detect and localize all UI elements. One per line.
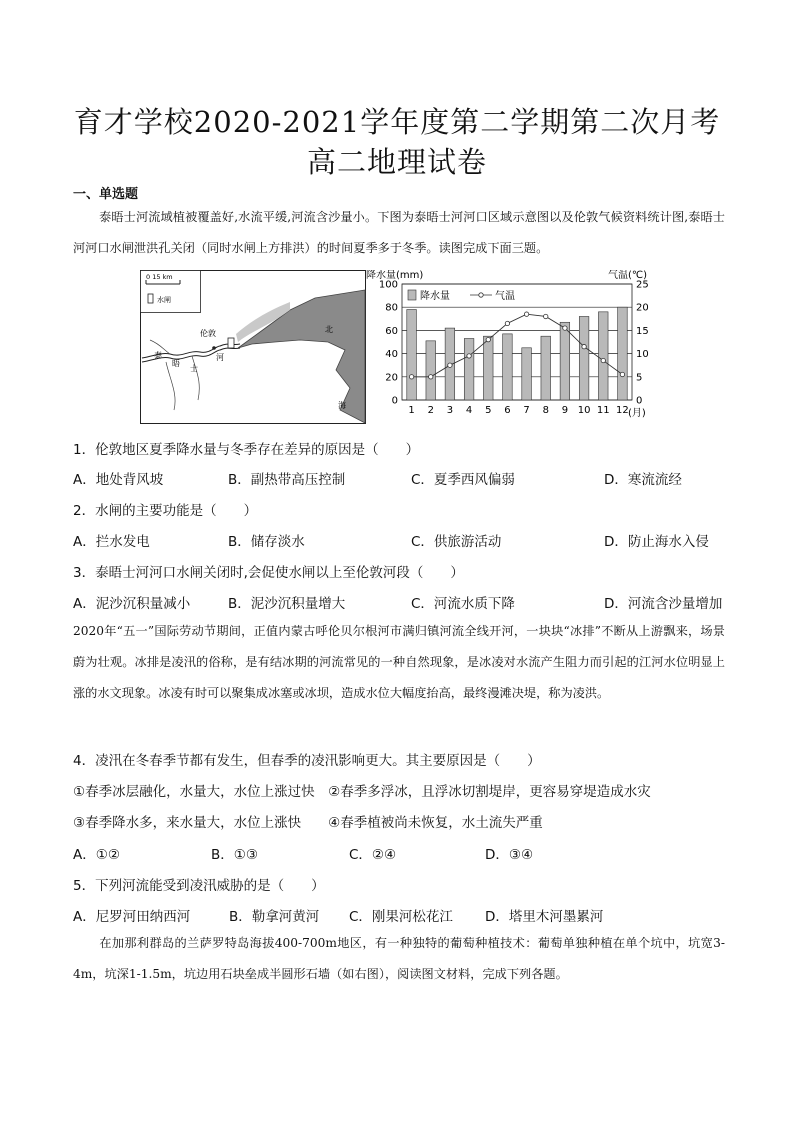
x-tick-label: 10 [577, 405, 591, 416]
precip-bar [560, 322, 570, 400]
q5-option-b[interactable]: B．勒拿河黄河 [229, 909, 320, 925]
left-tick-label: 40 [385, 349, 398, 361]
temperature-point [467, 354, 471, 358]
x-tick-label: 4 [465, 405, 473, 416]
section-heading: 一、单选题 [73, 187, 139, 202]
q4-option-b[interactable]: B．①③ [211, 847, 258, 863]
temperature-point [582, 344, 586, 348]
right-tick-label: 25 [636, 279, 649, 291]
q5-option-d[interactable]: D．塔里木河墨累河 [485, 909, 604, 925]
map-label-london: 伦敦 [200, 329, 216, 338]
thames-estuary-map [141, 271, 366, 424]
x-tick-label: 1 [408, 405, 415, 416]
right-tick-label: 20 [636, 302, 649, 314]
precip-bar [503, 334, 513, 400]
right-tick-label: 15 [636, 325, 649, 337]
precip-bar [483, 336, 493, 400]
legend-temp-label: 气温 [495, 291, 515, 302]
q4-option-d[interactable]: D．③④ [485, 847, 534, 863]
question-2: 2．水闸的主要功能是（ ） [73, 503, 258, 519]
right-tick-label: 0 [636, 395, 643, 407]
london-dot [212, 346, 216, 350]
x-tick-label: 7 [523, 405, 530, 416]
map-label-river-2: 晤 [172, 359, 180, 368]
precip-bar [522, 348, 532, 400]
legend-rain-label: 降水量 [420, 291, 450, 302]
q2-option-c[interactable]: C．供旅游活动 [411, 534, 502, 550]
x-tick-label: 12 [616, 405, 629, 416]
temperature-point [505, 321, 509, 325]
intro-ice-flood-text: 2020年“五一”国际劳动节期间，正值内蒙古呼伦贝尔根河市满归镇河流全线开河，一块块“冰排”不断从上游飘来，场景蔚为壮观。冰排是凌汛的俗称，是有结冰期的河流常见的一种自然现象，是冰凌对水流产生阻力而引起的江河水位明显上涨的水文现象。冰凌有时可以聚集成冰塞或冰坝，造成水位大幅度抬高，最终漫滩决堤，称为凌洪。 [73, 624, 725, 700]
precip-bar [426, 341, 436, 400]
legend-temp-marker [479, 293, 483, 297]
map-label-river-3: 士 [190, 364, 198, 373]
precip-bar [541, 336, 551, 400]
temperature-point [486, 337, 490, 341]
temperature-point [448, 363, 452, 367]
temperature-point [544, 314, 548, 318]
question-4: 4．凌汛在冬春季节都有发生，但春季的凌汛影响更大。其主要原因是（ ） [73, 753, 541, 769]
question-3: 3．泰晤士河河口水闸关闭时,会促使水闸以上至伦敦河段（ ） [73, 565, 464, 581]
temperature-point [429, 375, 433, 379]
q1-option-a[interactable]: A．地处背风坡 [73, 472, 164, 488]
precip-bar [598, 312, 608, 400]
map-label-river-4: 河 [216, 353, 224, 362]
x-tick-label: 3 [446, 405, 454, 416]
question-1: 1．伦敦地区夏季降水量与冬季存在差异的原因是（ ） [73, 442, 420, 458]
map-label-north: 北 [325, 325, 333, 334]
left-tick-label: 60 [385, 325, 398, 337]
map-label-sea: 海 [338, 401, 346, 410]
left-tick-label: 80 [385, 302, 398, 314]
intro-paragraph-ice-flood [73, 616, 725, 709]
temperature-point [409, 375, 413, 379]
q2-option-d[interactable]: D．防止海水入侵 [604, 534, 709, 550]
x-tick-label: 6 [504, 405, 511, 416]
chart-ylabel-left: 降水量(mm) [366, 270, 424, 281]
london-climate-chart [366, 270, 649, 419]
left-tick-label: 0 [391, 395, 398, 407]
sluice-marker-icon [228, 338, 234, 348]
sluice-legend-icon [148, 294, 153, 303]
temperature-point [601, 358, 605, 362]
intro-thames-text: 泰晤士河流域植被覆盖好,水流平缓,河流含沙量小。下图为泰晤士河河口区域示意图以及伦敦气候资料统计图,泰晤士河河口水闸泄洪孔关闭（同时水闸上方排洪）的时间夏季多于冬季。读图完成下面三题。 [73, 210, 725, 255]
legend-rain-swatch [408, 290, 416, 300]
precip-bar [618, 307, 628, 400]
exam-subtitle: 高二地理试卷 [306, 145, 487, 179]
temperature-point [620, 372, 624, 376]
question-5: 5．下列河流能受到凌汛威胁的是（ ） [73, 878, 325, 894]
intro-paragraph-thames [73, 202, 725, 264]
precip-bar [464, 339, 474, 400]
q3-option-c[interactable]: C．河流水质下降 [411, 596, 515, 612]
exam-title: 育才学校2020-2021学年度第二学期第二次月考 [73, 105, 721, 139]
precip-bar [579, 316, 589, 400]
q4-option-c[interactable]: C．②④ [349, 847, 397, 863]
map-legend-sluice: 水闸 [157, 296, 171, 304]
q1-option-c[interactable]: C．夏季西风偏弱 [411, 472, 515, 488]
q3-option-d[interactable]: D．河流含沙量增加 [604, 596, 723, 612]
q3-option-b[interactable]: B．泥沙沉积量增大 [228, 596, 346, 612]
q2-option-a[interactable]: A．拦水发电 [73, 534, 150, 550]
q4-statements-2: ③春季降水多，来水量大，水位上涨快 ④春季植被尚未恢复，水土流失严重 [73, 815, 543, 831]
precip-bar [407, 310, 417, 400]
q5-option-c[interactable]: C．刚果河松花江 [349, 909, 453, 925]
q5-option-a[interactable]: A．尼罗河田纳西河 [73, 909, 191, 925]
right-tick-label: 10 [636, 349, 649, 361]
intro-paragraph-grapes [73, 928, 725, 990]
map-scale-label: 0 15 km [146, 273, 173, 281]
q2-option-b[interactable]: B．储存淡水 [228, 534, 305, 550]
figure-area [140, 270, 660, 430]
right-tick-label: 5 [636, 372, 643, 384]
q3-option-a[interactable]: A．泥沙沉积量减小 [73, 596, 191, 612]
intro-grapes-text: 在加那利群岛的兰萨罗特岛海拔400-700m地区，有一种独特的葡萄种植技术：葡萄单独种植在单个坑中，坑宽3-4m，坑深1-1.5m，坑边用石块垒成半圆形石墙（如右图），阅读图文材料，完成下列各题。 [73, 936, 725, 981]
x-tick-label: 9 [561, 405, 569, 416]
temperature-point [563, 326, 567, 330]
q1-option-b[interactable]: B．副热带高压控制 [228, 472, 346, 488]
q4-option-a[interactable]: A．①② [73, 847, 120, 863]
x-tick-label: 5 [485, 405, 492, 416]
q1-option-d[interactable]: D．寒流流经 [604, 472, 682, 488]
chart-x-unit: (月) [628, 408, 646, 419]
x-tick-label: 11 [596, 405, 610, 416]
q4-statements-1: ①春季冰层融化，水量大，水位上涨过快 ②春季多浮冰，且浮冰切割堤岸，更容易穿堤造成水灾 [73, 784, 651, 800]
map-label-river-1: 泰 [154, 351, 162, 360]
x-tick-label: 2 [427, 405, 434, 416]
chart-ylabel-right: 气温(℃) [608, 270, 648, 281]
x-tick-label: 8 [542, 405, 549, 416]
temperature-point [524, 312, 528, 316]
left-tick-label: 100 [378, 279, 398, 291]
left-tick-label: 20 [385, 372, 398, 384]
